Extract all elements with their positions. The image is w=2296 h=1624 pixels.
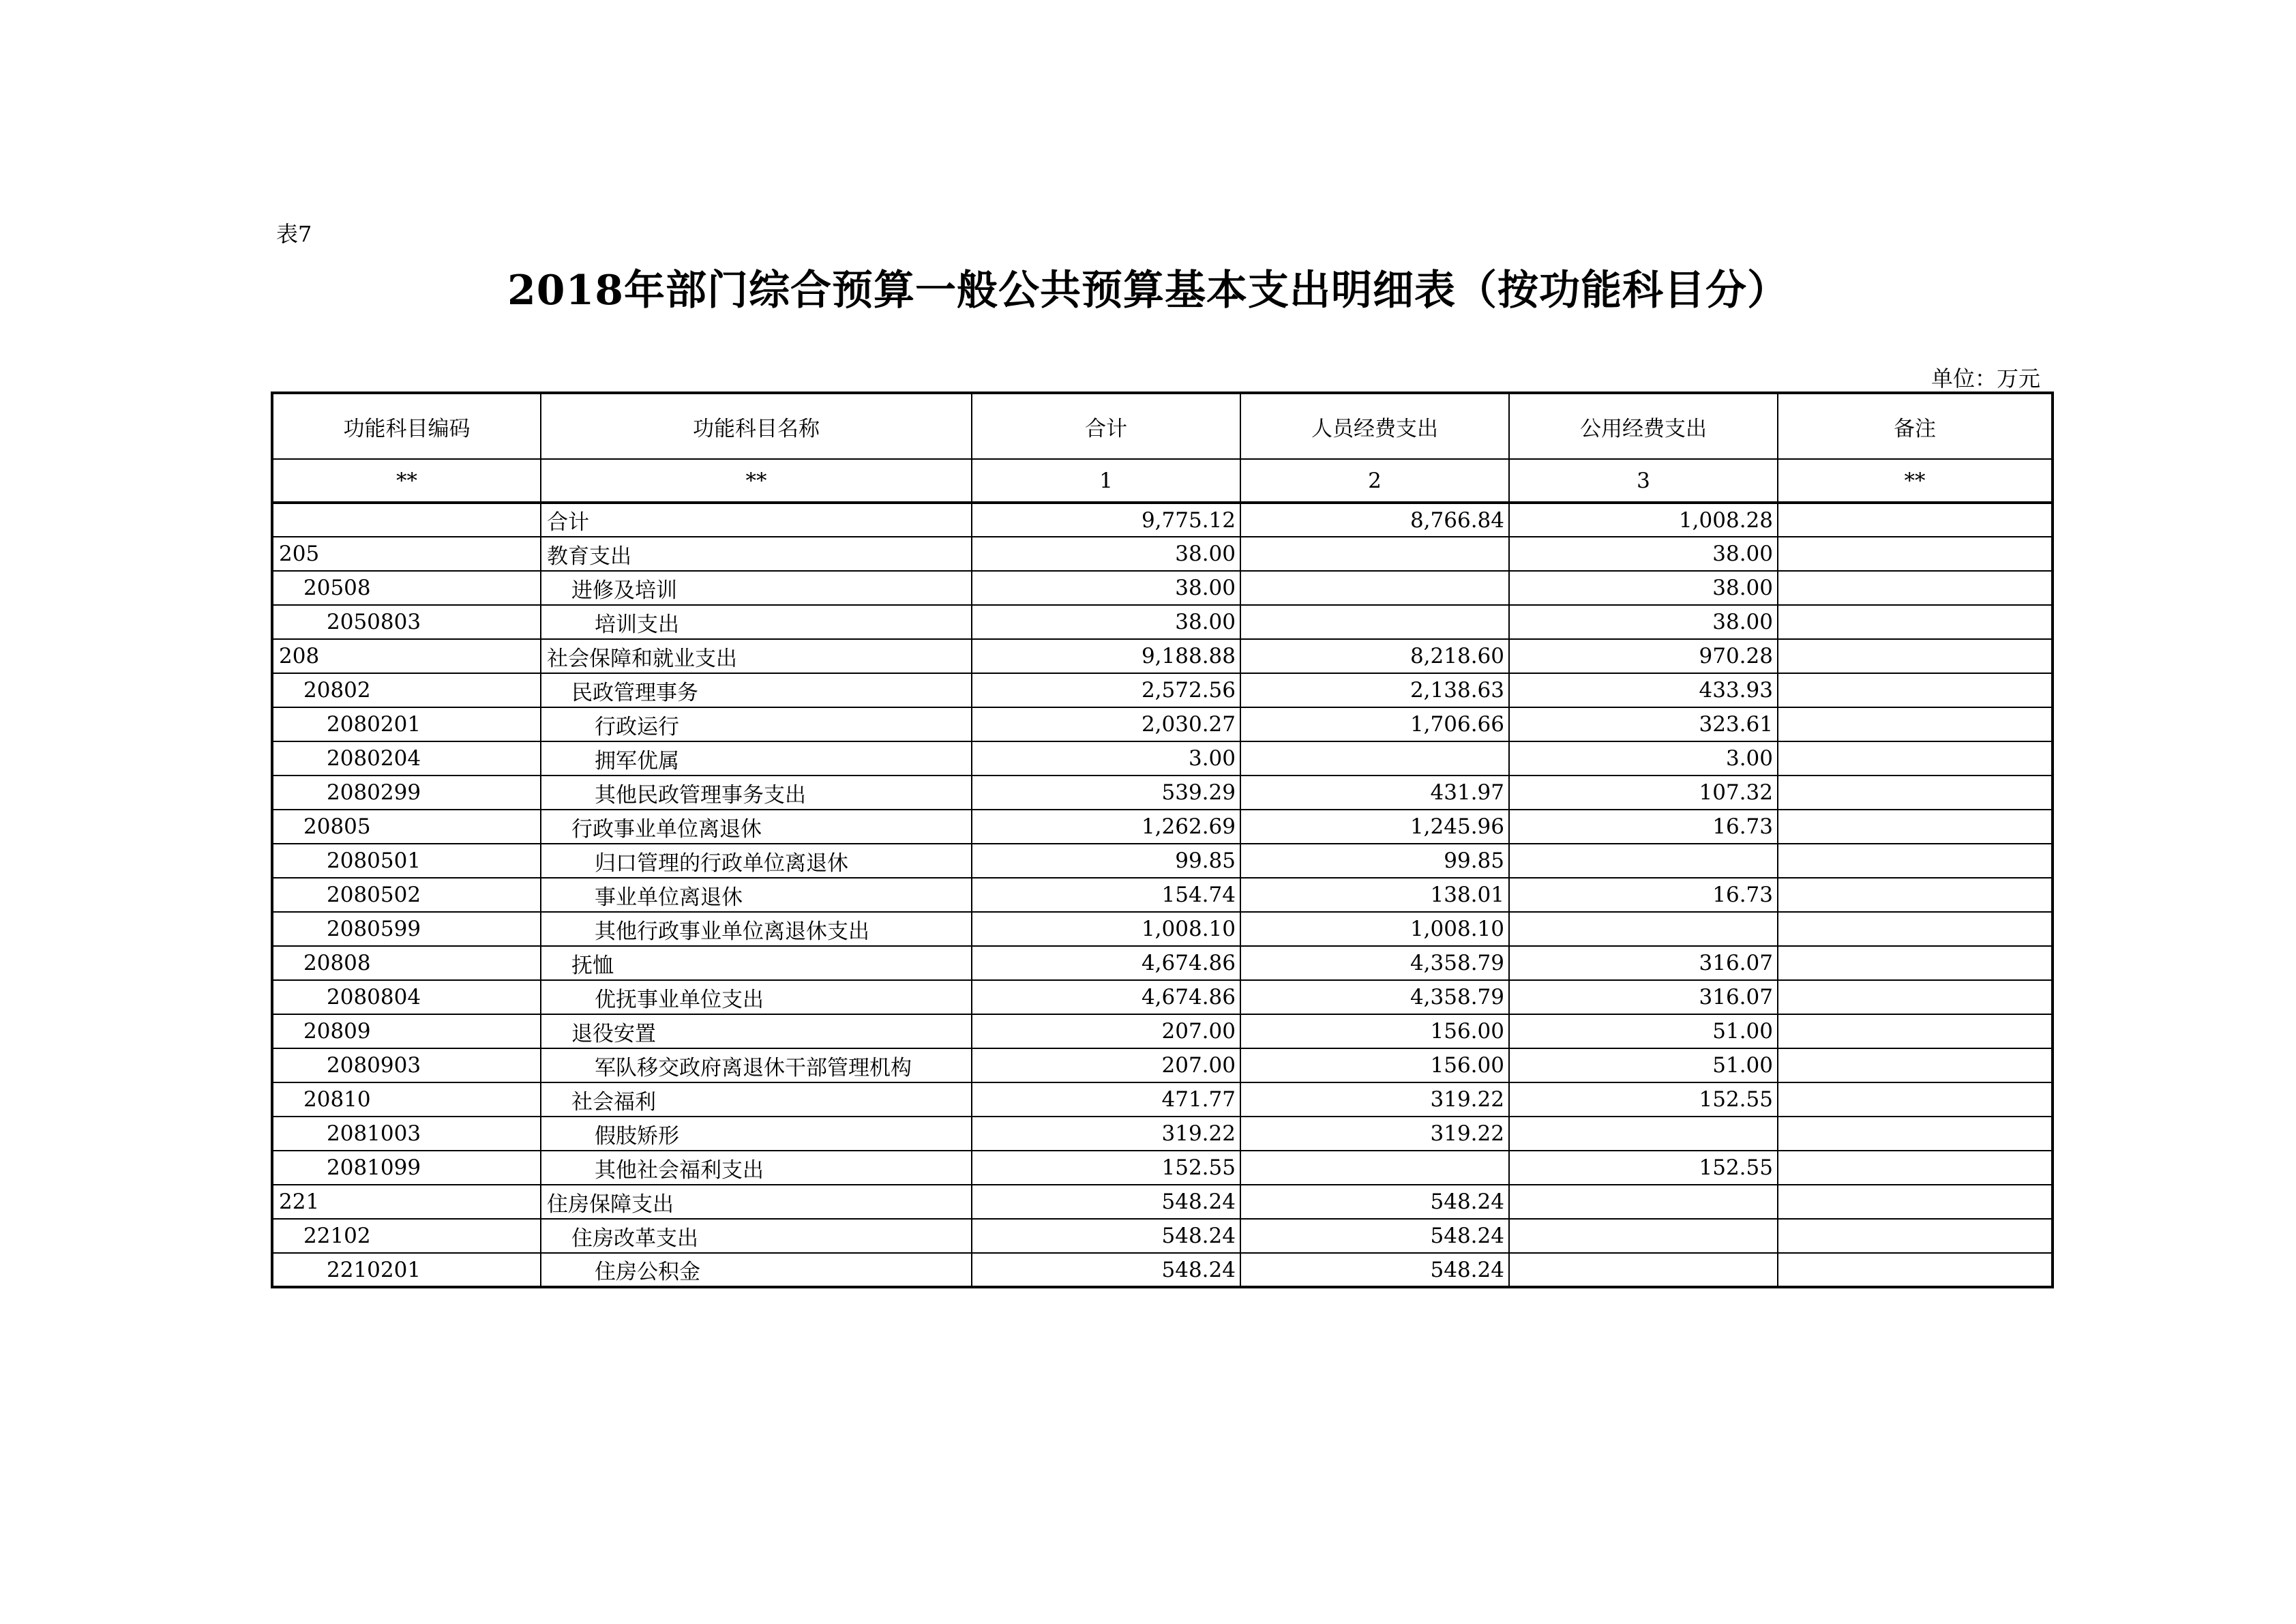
table-row [272, 707, 2053, 741]
cell-name: 假肢矫形 [541, 1117, 972, 1151]
cell-note [1778, 946, 2053, 980]
cell-name: 其他社会福利支出 [541, 1151, 972, 1185]
cell-code: 2080501 [272, 844, 541, 878]
cell-personnel: 431.97 [1240, 776, 1509, 810]
cell-name: 事业单位离退休 [541, 878, 972, 912]
cell-personnel: 156.00 [1240, 1048, 1509, 1082]
cell-personnel [1240, 537, 1509, 571]
table-row [272, 571, 2053, 605]
header-total: 合计 [972, 393, 1240, 459]
cell-name: 行政运行 [541, 707, 972, 741]
cell-code: 20809 [272, 1014, 541, 1048]
cell-personnel [1240, 571, 1509, 605]
cell-name: 教育支出 [541, 537, 972, 571]
cell-public: 323.61 [1509, 707, 1778, 741]
cell-personnel: 548.24 [1240, 1253, 1509, 1287]
cell-note [1778, 605, 2053, 639]
cell-name: 住房保障支出 [541, 1185, 972, 1219]
cell-name: 归口管理的行政单位离退休 [541, 844, 972, 878]
cell-personnel [1240, 1151, 1509, 1185]
cell-personnel: 138.01 [1240, 878, 1509, 912]
cell-name: 合计 [541, 503, 972, 537]
cell-total: 9,188.88 [972, 639, 1240, 673]
cell-public: 152.55 [1509, 1151, 1778, 1185]
cell-total: 4,674.86 [972, 980, 1240, 1014]
cell-name: 退役安置 [541, 1014, 972, 1048]
cell-code: 208 [272, 639, 541, 673]
cell-name: 进修及培训 [541, 571, 972, 605]
budget-table [271, 392, 2054, 1288]
cell-public: 433.93 [1509, 673, 1778, 707]
cell-note [1778, 639, 2053, 673]
cell-note [1778, 1082, 2053, 1117]
page-title: 2018年部门综合预算一般公共预算基本支出明细表（按功能科目分） [507, 267, 1789, 314]
cell-public [1509, 1253, 1778, 1287]
cell-public: 16.73 [1509, 878, 1778, 912]
cell-total: 3.00 [972, 741, 1240, 776]
table-row [272, 912, 2053, 946]
header-personnel: 人员经费支出 [1240, 393, 1509, 459]
table-row [272, 1014, 2053, 1048]
cell-note [1778, 1219, 2053, 1253]
cell-code: 2080804 [272, 980, 541, 1014]
cell-public: 51.00 [1509, 1014, 1778, 1048]
table-row [272, 673, 2053, 707]
cell-note [1778, 878, 2053, 912]
cell-note [1778, 776, 2053, 810]
cell-public: 970.28 [1509, 639, 1778, 673]
cell-name: 民政管理事务 [541, 673, 972, 707]
header-public: 公用经费支出 [1509, 393, 1778, 459]
cell-name: 抚恤 [541, 946, 972, 980]
cell-total: 548.24 [972, 1219, 1240, 1253]
cell-note [1778, 810, 2053, 844]
cell-note [1778, 707, 2053, 741]
index-cell: 2 [1240, 459, 1509, 503]
cell-code: 20808 [272, 946, 541, 980]
cell-public: 38.00 [1509, 537, 1778, 571]
table-row [272, 980, 2053, 1014]
cell-total: 1,008.10 [972, 912, 1240, 946]
cell-note [1778, 980, 2053, 1014]
cell-code: 20508 [272, 571, 541, 605]
index-cell: 3 [1509, 459, 1778, 503]
header-code: 功能科目编码 [272, 393, 541, 459]
cell-note [1778, 844, 2053, 878]
cell-personnel: 8,766.84 [1240, 503, 1509, 537]
cell-public: 107.32 [1509, 776, 1778, 810]
table-row [272, 1219, 2053, 1253]
cell-total: 38.00 [972, 571, 1240, 605]
table-row [272, 1048, 2053, 1082]
cell-total: 548.24 [972, 1253, 1240, 1287]
cell-code: 20805 [272, 810, 541, 844]
table-row [272, 810, 2053, 844]
cell-public: 316.07 [1509, 946, 1778, 980]
cell-note [1778, 1014, 2053, 1048]
cell-public [1509, 1117, 1778, 1151]
cell-total: 471.77 [972, 1082, 1240, 1117]
cell-code: 2080204 [272, 741, 541, 776]
table-row [272, 605, 2053, 639]
cell-personnel: 4,358.79 [1240, 980, 1509, 1014]
table-row [272, 844, 2053, 878]
header-name: 功能科目名称 [541, 393, 972, 459]
table-row [272, 1117, 2053, 1151]
cell-code: 2080599 [272, 912, 541, 946]
cell-name: 社会福利 [541, 1082, 972, 1117]
cell-name: 社会保障和就业支出 [541, 639, 972, 673]
table-row [272, 1253, 2053, 1287]
cell-personnel: 8,218.60 [1240, 639, 1509, 673]
cell-code: 205 [272, 537, 541, 571]
cell-name: 优抚事业单位支出 [541, 980, 972, 1014]
cell-note [1778, 571, 2053, 605]
cell-public: 51.00 [1509, 1048, 1778, 1082]
header-row [272, 393, 2053, 459]
cell-code: 22102 [272, 1219, 541, 1253]
cell-note [1778, 1048, 2053, 1082]
index-row [272, 459, 2053, 503]
cell-total: 38.00 [972, 605, 1240, 639]
cell-personnel: 2,138.63 [1240, 673, 1509, 707]
cell-personnel: 1,706.66 [1240, 707, 1509, 741]
cell-personnel: 548.24 [1240, 1219, 1509, 1253]
cell-note [1778, 1151, 2053, 1185]
cell-total: 548.24 [972, 1185, 1240, 1219]
cell-public: 38.00 [1509, 605, 1778, 639]
cell-total: 4,674.86 [972, 946, 1240, 980]
index-cell: 1 [972, 459, 1240, 503]
index-cell: ** [541, 459, 972, 503]
cell-total: 207.00 [972, 1014, 1240, 1048]
cell-note [1778, 537, 2053, 571]
table-row [272, 946, 2053, 980]
cell-total: 2,572.56 [972, 673, 1240, 707]
table-number: 表7 [276, 221, 312, 247]
cell-public [1509, 844, 1778, 878]
cell-total: 2,030.27 [972, 707, 1240, 741]
cell-code: 2210201 [272, 1253, 541, 1287]
cell-code: 2080299 [272, 776, 541, 810]
cell-note [1778, 673, 2053, 707]
cell-total: 99.85 [972, 844, 1240, 878]
table-row [272, 776, 2053, 810]
cell-code: 20802 [272, 673, 541, 707]
table-row [272, 639, 2053, 673]
cell-code: 2081003 [272, 1117, 541, 1151]
cell-personnel: 4,358.79 [1240, 946, 1509, 980]
cell-personnel: 99.85 [1240, 844, 1509, 878]
cell-note [1778, 1117, 2053, 1151]
cell-public [1509, 912, 1778, 946]
cell-public: 3.00 [1509, 741, 1778, 776]
cell-total: 539.29 [972, 776, 1240, 810]
index-cell: ** [272, 459, 541, 503]
cell-public: 152.55 [1509, 1082, 1778, 1117]
cell-personnel [1240, 605, 1509, 639]
cell-code: 2080903 [272, 1048, 541, 1082]
cell-name: 拥军优属 [541, 741, 972, 776]
cell-personnel: 319.22 [1240, 1082, 1509, 1117]
index-cell: ** [1778, 459, 2053, 503]
cell-total: 9,775.12 [972, 503, 1240, 537]
cell-name: 行政事业单位离退休 [541, 810, 972, 844]
table-row [272, 1185, 2053, 1219]
table-row [272, 1151, 2053, 1185]
cell-total: 319.22 [972, 1117, 1240, 1151]
table-row [272, 878, 2053, 912]
cell-total: 152.55 [972, 1151, 1240, 1185]
cell-name: 住房公积金 [541, 1253, 972, 1287]
cell-total: 154.74 [972, 878, 1240, 912]
cell-code [272, 503, 541, 537]
cell-public: 16.73 [1509, 810, 1778, 844]
cell-note [1778, 503, 2053, 537]
header-note: 备注 [1778, 393, 2053, 459]
cell-name: 军队移交政府离退休干部管理机构 [541, 1048, 972, 1082]
cell-public [1509, 1185, 1778, 1219]
cell-note [1778, 1253, 2053, 1287]
cell-code: 2080201 [272, 707, 541, 741]
cell-name: 其他民政管理事务支出 [541, 776, 972, 810]
cell-code: 2081099 [272, 1151, 541, 1185]
cell-code: 20810 [272, 1082, 541, 1117]
cell-note [1778, 741, 2053, 776]
cell-name: 住房改革支出 [541, 1219, 972, 1253]
table-row [272, 537, 2053, 571]
cell-note [1778, 1185, 2053, 1219]
table-row [272, 503, 2053, 537]
cell-code: 2080502 [272, 878, 541, 912]
cell-personnel: 1,245.96 [1240, 810, 1509, 844]
cell-personnel: 1,008.10 [1240, 912, 1509, 946]
cell-total: 38.00 [972, 537, 1240, 571]
cell-public: 316.07 [1509, 980, 1778, 1014]
cell-personnel: 156.00 [1240, 1014, 1509, 1048]
cell-public [1509, 1219, 1778, 1253]
cell-public: 38.00 [1509, 571, 1778, 605]
cell-total: 207.00 [972, 1048, 1240, 1082]
cell-personnel [1240, 741, 1509, 776]
cell-public: 1,008.28 [1509, 503, 1778, 537]
cell-personnel: 548.24 [1240, 1185, 1509, 1219]
cell-note [1778, 912, 2053, 946]
unit-label: 单位：万元 [1930, 366, 2040, 392]
cell-name: 其他行政事业单位离退休支出 [541, 912, 972, 946]
table-row [272, 741, 2053, 776]
cell-code: 221 [272, 1185, 541, 1219]
table-row [272, 1082, 2053, 1117]
cell-code: 2050803 [272, 605, 541, 639]
cell-personnel: 319.22 [1240, 1117, 1509, 1151]
cell-total: 1,262.69 [972, 810, 1240, 844]
cell-name: 培训支出 [541, 605, 972, 639]
